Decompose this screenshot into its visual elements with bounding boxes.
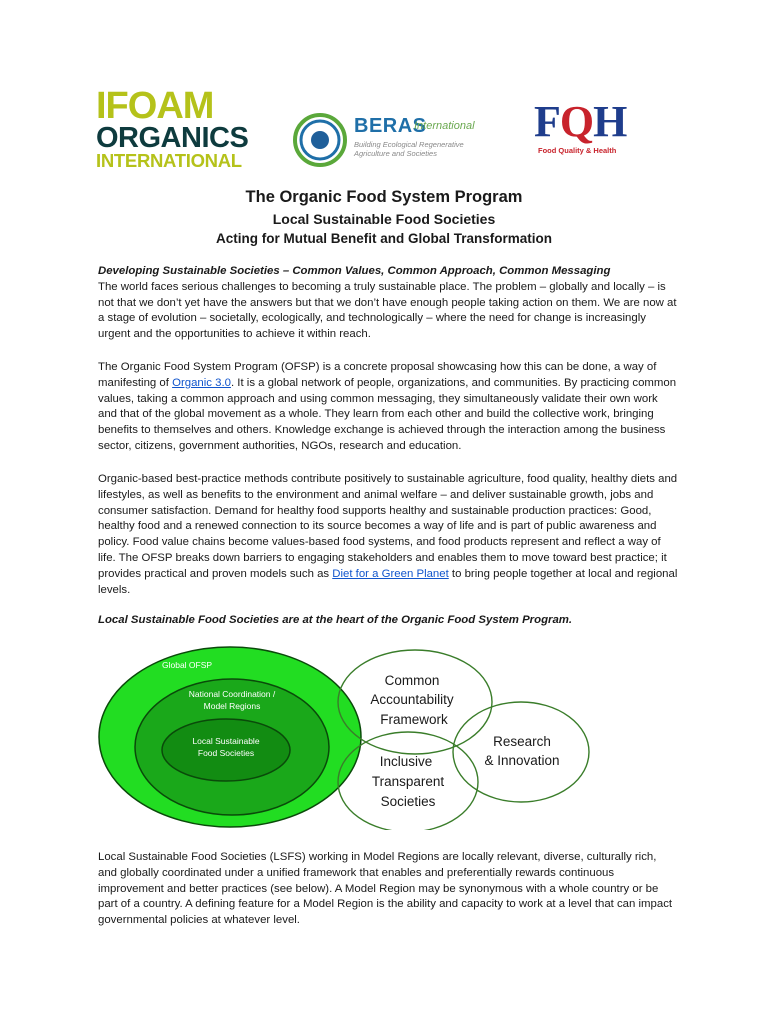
fqh-subtitle: Food Quality & Health <box>538 146 617 155</box>
ifoam-logo-line1: IFOAM <box>96 85 214 127</box>
subtitle-2: Acting for Mutual Benefit and Global Transformation <box>215 231 552 246</box>
subtitle-1: Local Sustainable Food Societies <box>272 211 496 227</box>
label-lsfs-line1: Local Sustainable <box>192 736 260 746</box>
venn-bottom-line2: Transparent <box>371 774 445 789</box>
section-heading-1: Developing Sustainable Societies – Common Values, Common Approach, Common Messaging <box>98 265 611 277</box>
paragraph-2-block <box>98 360 678 455</box>
venn-right-line1: Research <box>493 734 551 749</box>
label-global-ofsp: Global OFSP <box>162 660 213 670</box>
paragraph-2-text-b: . It is a global network of people, organizations, and communities. By practicing common values, taking a common approach and using common messaging, they simultaneously validate their own work and that of the global movement as a whole. They learn from each other and build the collective work, bringing benefits to themselves and others. Knowledge exchange is achieved through the interaction among the business sector, citizens, government authorities, NGOs, research and education. <box>98 376 677 452</box>
research-circle <box>453 702 589 802</box>
venn-bottom-line1: Inclusive <box>379 754 433 769</box>
beras-ring-icon <box>290 110 350 170</box>
paragraph-4: Local Sustainable Food Societies (LSFS) working in Model Regions are locally relevant, diverse, culturally rich, and globally coordinated under a unified framework that enables and preferentially rewards continuous improvement and better practices (see below). A Model Region may be synonymous with a whole country or be part of a country. A defining feature for a Model Region is the ability and capacity to work at a level that can impact governmental policies at whatever level. <box>98 851 673 927</box>
ofsp-diagram <box>96 640 676 830</box>
fqh-letter-f: F <box>534 97 560 146</box>
paragraph-2-text-a: The Organic Food System Program (OFSP) is a concrete proposal showcasing how this can be done, a way of manifesting of <box>98 361 657 389</box>
ifoam-logo-line3: INTERNATIONAL <box>96 150 242 171</box>
paragraph-3 <box>98 472 678 598</box>
diet-green-planet-link[interactable]: Diet for a Green Planet <box>332 567 449 580</box>
fqh-logo <box>534 97 644 155</box>
logo-bar <box>0 80 768 180</box>
beras-tagline: Building Ecological Regenerative Agriculture and Societies <box>354 140 464 158</box>
fqh-letter-q: Q <box>559 97 594 146</box>
main-title: The Organic Food System Program <box>245 188 523 206</box>
venn-top-line2: Accountability <box>370 692 454 707</box>
ofsp-diagram-svg <box>96 640 676 830</box>
paragraph-2 <box>98 360 678 455</box>
venn-right-line2: & Innovation <box>484 753 560 768</box>
beras-logo <box>290 110 490 170</box>
ifoam-logo <box>96 85 249 171</box>
venn-top-line1: Common <box>384 673 440 688</box>
beras-name: BERAS <box>354 115 427 137</box>
paragraph-4-block <box>98 850 678 929</box>
paragraph-3-text-b: to bring people together at local and regional levels. <box>98 567 678 596</box>
section-developing <box>98 264 678 343</box>
fqh-letter-h: H <box>593 97 627 146</box>
venn-bottom-line3: Societies <box>380 794 436 809</box>
paragraph-3-block <box>98 472 678 598</box>
section-heading-2-block <box>98 613 678 629</box>
organic-3-link[interactable]: Organic 3.0 <box>172 376 231 389</box>
section-heading-2: Local Sustainable Food Societies are at the heart of the Organic Food System Program. <box>98 614 573 626</box>
fqh-letters <box>534 97 644 146</box>
title-block <box>0 186 768 249</box>
beras-suffix: International <box>414 120 475 132</box>
label-national-line1: National Coordination / <box>188 689 276 699</box>
venn-top-line3: Framework <box>380 712 448 727</box>
paragraph-1: The world faces serious challenges to becoming a truly sustainable place. The problem – globally and locally – is not that we don’t yet have the answers but that we don’t have enough people taking action on them. We are now at a stage of evolution – societally, ecologically, and technologically – where the need for change is increasingly urgent and the opportunities to achieve it within reach. <box>98 280 677 341</box>
paragraph-3-text-a: Organic-based best-practice methods contribute positively to sustainable agriculture, food quality, healthy diets and lifestyles, as well as benefits to the environment and animal welfare – and deliver sustainable growth, jobs and consumer satisfaction. Demand for healthy food supports healthy and sustainable production practices: Good, healthy food and a renewed connection to its source becomes a way of life and is part of public awareness and policy. Food value chains become values-based food systems, and food products represent and reflect a way of life. The OFSP breaks down barriers to engaging stakeholders and enables them to move toward best practice; it provides practical and proven models such as <box>98 473 678 580</box>
label-lsfs-line2: Food Societies <box>197 748 255 758</box>
ifoam-logo-line2: ORGANICS <box>96 122 249 154</box>
label-national-line2: Model Regions <box>203 701 261 711</box>
